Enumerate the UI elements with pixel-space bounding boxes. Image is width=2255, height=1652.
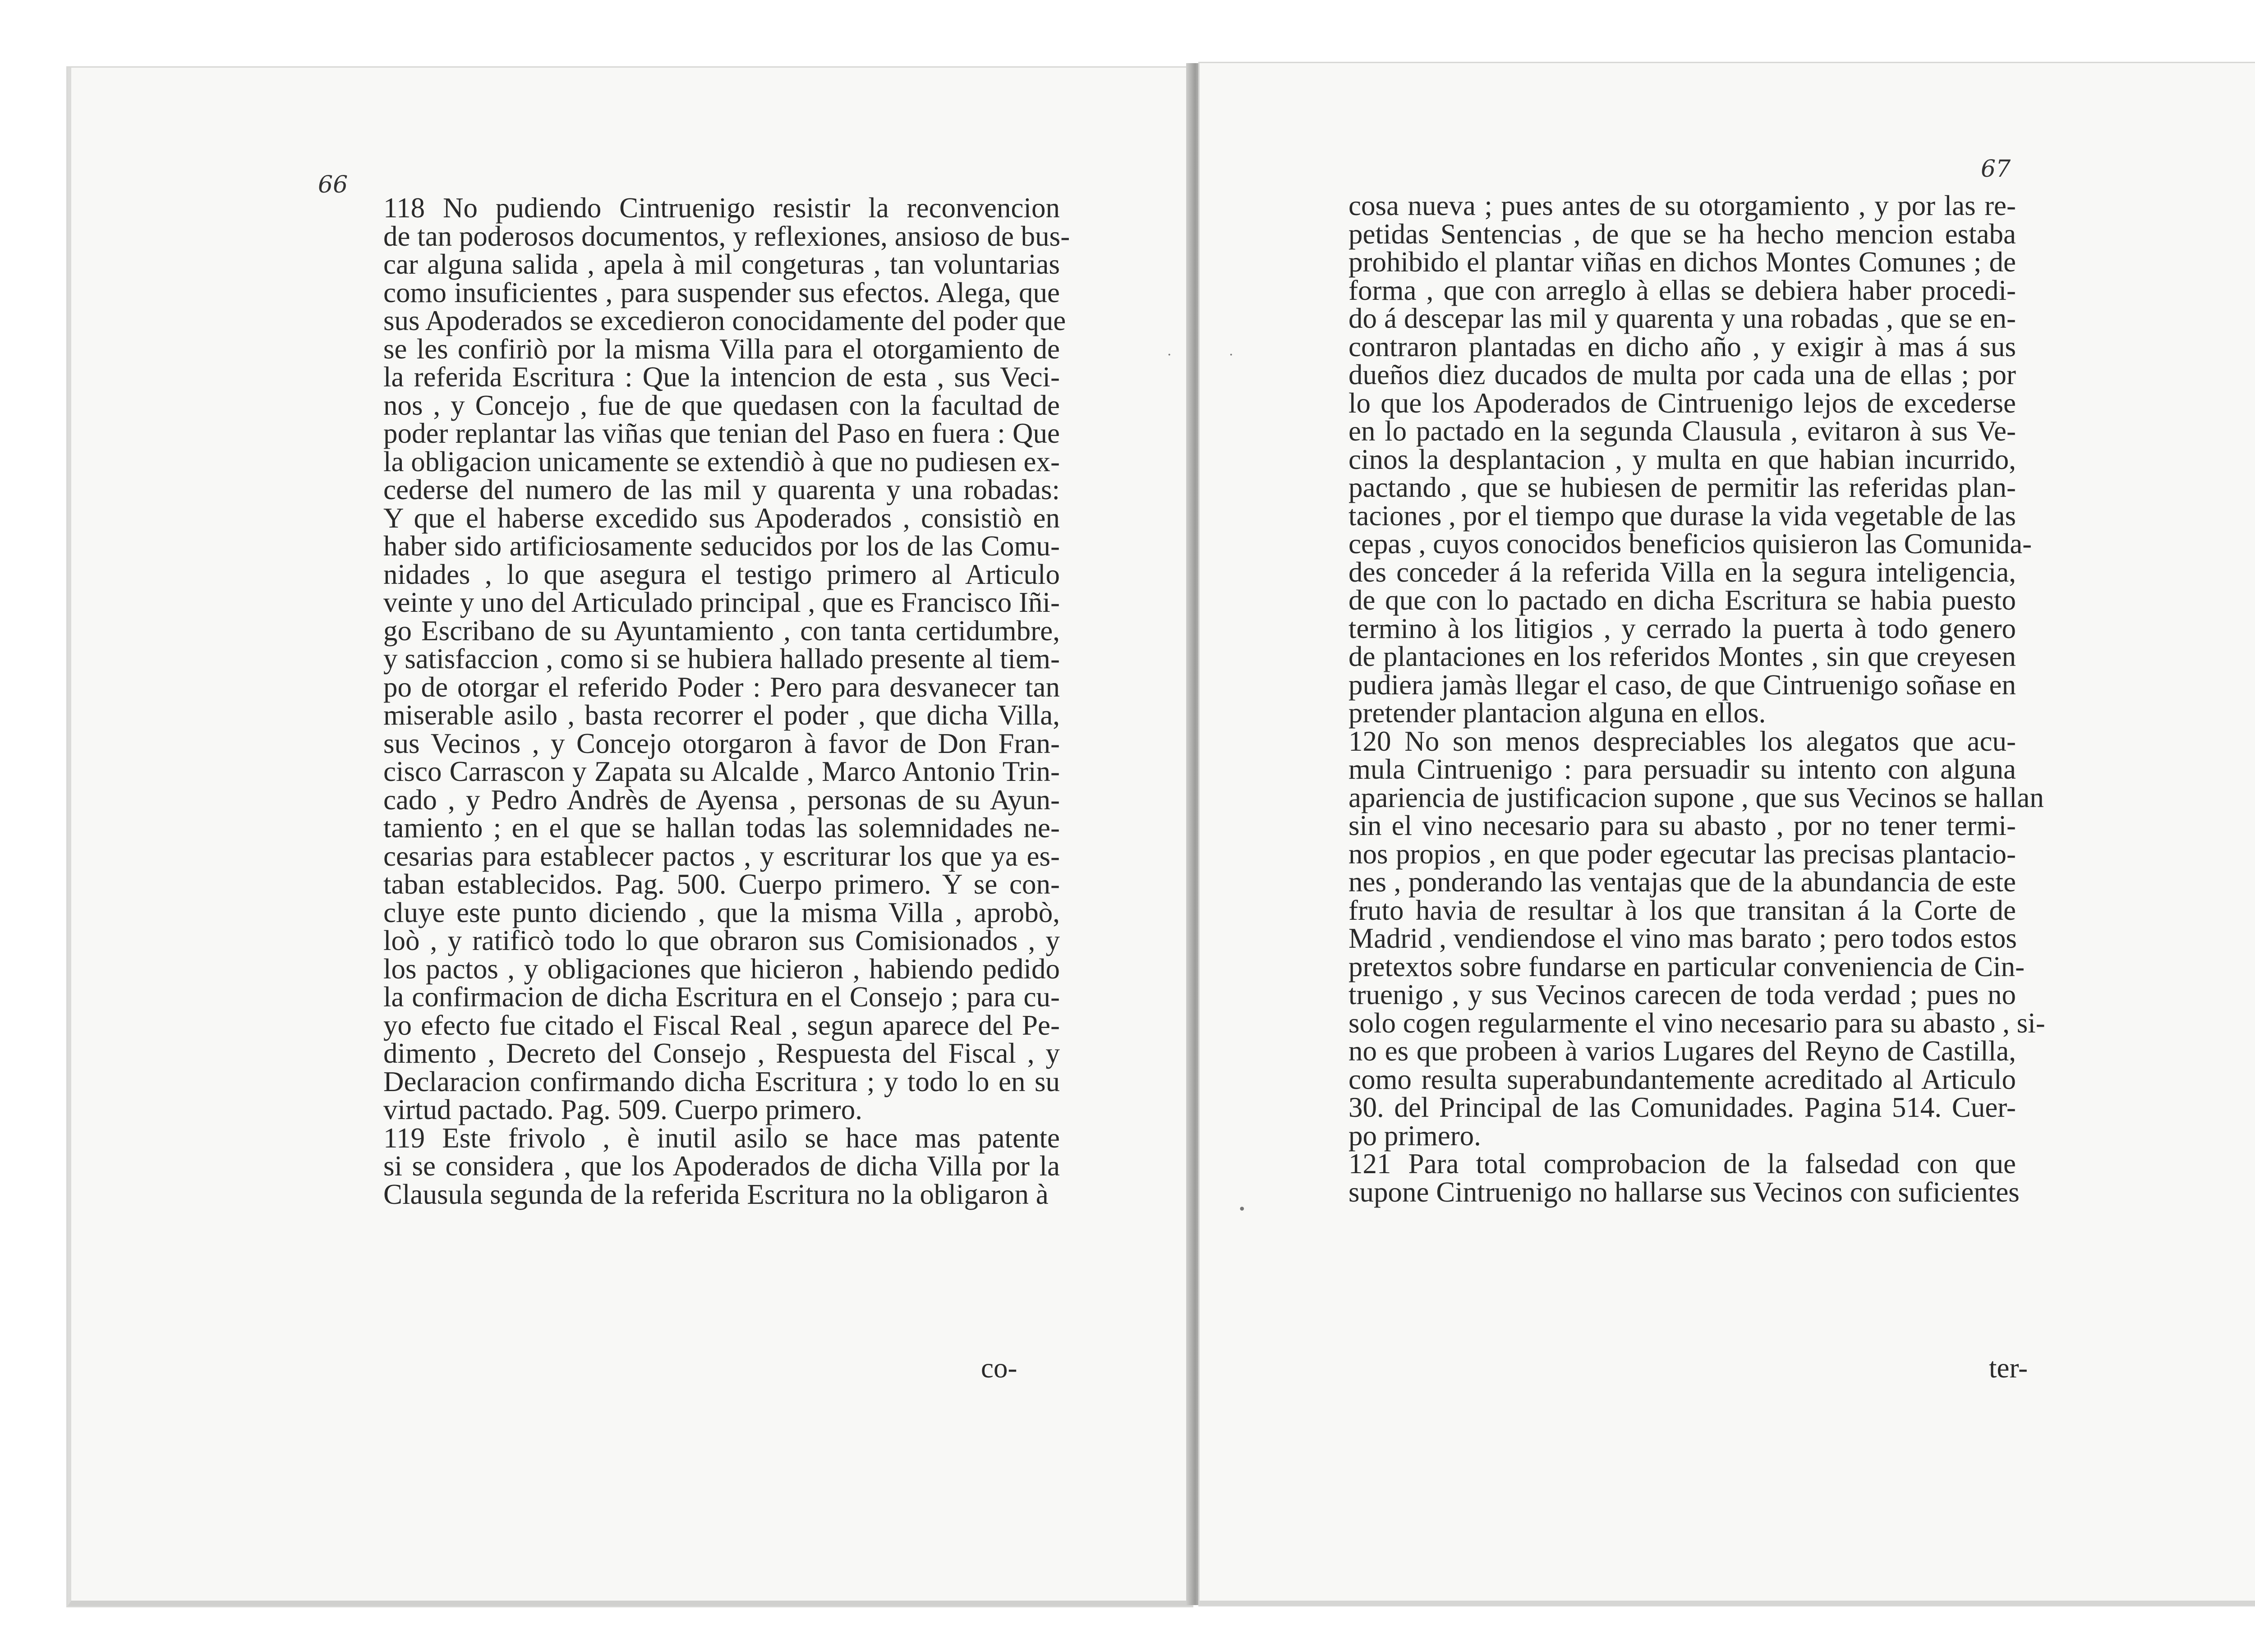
text-line: pactando , que se hubiesen de permitir las referidas plan- — [1348, 472, 2016, 503]
text-line: nes , ponderando las ventajas que de la abundancia de este — [1348, 866, 2016, 898]
text-line: go Escribano de su Ayuntamiento , con tanta certidumbre, — [383, 615, 1060, 647]
text-line: la obligacion unicamente se extendiò à que no pudiesen ex- — [383, 445, 1060, 477]
text-line: haber sido artificiosamente seducidos por los de las Comu- — [383, 530, 1060, 562]
text-line: fruto havia de resultar à los que transitan á la Corte de — [1348, 894, 2016, 926]
text-line: pudiera jamàs llegar el caso, de que Cintruenigo soñase en — [1348, 669, 2016, 701]
text-line: sin el vino necesario para su abasto , por no tener termi- — [1348, 810, 2016, 841]
text-line: Y que el haberse excedido sus Apoderados , consistiò en — [383, 502, 1060, 534]
page-speck: · — [1229, 347, 1233, 363]
text-line: nidades , lo que asegura el testigo primero al Articulo — [383, 558, 1060, 590]
text-line: 121 Para total comprobacion de la falsedad con que — [1348, 1148, 2016, 1179]
text-line: po de otorgar el referido Poder : Pero para desvanecer tan — [383, 671, 1060, 703]
text-line: prohibido el plantar viñas en dichos Montes Comunes ; de — [1348, 246, 2016, 278]
page-speck: • — [1238, 1202, 1246, 1217]
text-line: y satisfaccion , como si se hubiera hallado presente al tiem- — [383, 643, 1060, 675]
text-line: 120 No son menos despreciables los alegatos que acu- — [1348, 725, 2016, 757]
text-line: solo cogen regularmente el vino necesario para su abasto , si- — [1348, 1007, 2045, 1039]
text-line: si se considera , que los Apoderados de dicha Villa por la — [383, 1150, 1060, 1182]
text-line: cepas , cuyos conocidos beneficios quisieron las Comunida- — [1348, 528, 2032, 560]
text-line: forma , que con arreglo à ellas se debiera haber procedi- — [1348, 274, 2016, 306]
text-line: cesarias para establecer pactos , y escriturar los que ya es- — [383, 840, 1060, 872]
text-line: cosa nueva ; pues antes de su otorgamiento , y por las re- — [1348, 190, 2016, 221]
text-line: virtud pactado. Pag. 509. Cuerpo primero. — [383, 1094, 863, 1125]
text-line: cinos la desplantacion , y multa en que habian incurrido, — [1348, 443, 2016, 475]
text-line: cisco Carrascon y Zapata su Alcalde , Marco Antonio Trin- — [383, 756, 1060, 787]
text-line: pretextos sobre fundarse en particular conveniencia de Cin- — [1348, 950, 2025, 982]
text-line: de plantaciones en los referidos Montes , sin que creyesen — [1348, 641, 2016, 672]
text-line: de tan poderosos documentos, y reflexiones, ansioso de bus- — [383, 220, 1070, 252]
text-line: tamiento ; en el que se hallan todas las solemnidades ne- — [383, 812, 1060, 844]
text-line: po primero. — [1348, 1120, 1481, 1152]
text-line: nos propios , en que poder egecutar las precisas plantacio- — [1348, 838, 2016, 870]
text-line: pretender plantacion alguna en ellos. — [1348, 697, 1766, 729]
text-line: truenigo , y sus Vecinos carecen de toda verdad ; pues no — [1348, 979, 2016, 1010]
text-line: 118 No pudiendo Cintruenigo resistir la reconvencion — [383, 192, 1060, 224]
text-line: en lo pactado en la segunda Clausula , evitaron à sus Ve- — [1348, 415, 2016, 447]
right-catchword: ter- — [1989, 1352, 2028, 1384]
left-page-number: 66 — [318, 171, 348, 198]
text-line: cado , y Pedro Andrès de Ayensa , personas de su Ayun- — [383, 784, 1060, 816]
text-line: sus Vecinos , y Concejo otorgaron à favor de Don Fran- — [383, 727, 1060, 759]
text-line: los pactos , y obligaciones que hicieron , habiendo pedido — [383, 953, 1060, 985]
text-line: 119 Este frivolo , è inutil asilo se hace mas patente — [383, 1122, 1060, 1154]
text-line: poder replantar las viñas que tenian del Paso en fuera : Que — [383, 418, 1060, 449]
text-line: lo que los Apoderados de Cintruenigo lejos de excederse — [1348, 387, 2016, 419]
right-page-text — [1348, 190, 2045, 1208]
text-line: como insuficientes , para suspender sus efectos. Alega, que — [383, 276, 1060, 308]
right-page-number: 67 — [1981, 156, 2011, 183]
text-line: apariencia de justificacion supone , que sus Vecinos se hallan — [1348, 781, 2044, 813]
text-line: taban establecidos. Pag. 500. Cuerpo primero. Y se con- — [383, 868, 1060, 900]
text-line: des conceder á la referida Villa en la segura inteligencia, — [1348, 556, 2016, 588]
text-line: do á descepar las mil y quarenta y una robadas , que se en- — [1348, 303, 2016, 334]
text-line: Declaracion confirmando dicha Escritura ; y todo lo en su — [383, 1065, 1060, 1097]
text-line: sus Apoderados se excedieron conocidamente del poder que — [383, 305, 1066, 336]
text-line: contraron plantadas en dicho año , y exigir à mas á sus — [1348, 330, 2016, 363]
text-line: petidas Sentencias , de que se ha hecho mencion estaba — [1348, 218, 2016, 250]
text-line: como resulta superabundantemente acreditado al Articulo — [1348, 1063, 2016, 1095]
text-line: 30. del Principal de las Comunidades. Pagina 514. Cuer- — [1348, 1092, 2016, 1123]
left-page-text — [383, 192, 1070, 1210]
text-line: se les confiriò por la misma Villa para el otorgamiento de — [383, 333, 1060, 365]
text-line: Clausula segunda de la referida Escritura no la obligaron à — [383, 1178, 1049, 1210]
text-line: nos , y Concejo , fue de que quedasen con la facultad de — [383, 389, 1060, 421]
text-line: Madrid , vendiendose el vino mas barato ; pero todos estos — [1348, 922, 2017, 954]
text-line: yo efecto fue citado el Fiscal Real , segun aparece del Pe- — [383, 1009, 1060, 1041]
text-line: car alguna salida , apela à mil congeturas , tan voluntarias — [383, 248, 1060, 280]
text-line: loò , y ratificò todo lo que obraron sus Comisionados , y — [383, 925, 1060, 956]
text-line: cederse del numero de las mil y quarenta y una robadas: — [383, 474, 1060, 505]
text-line: de que con lo pactado en dicha Escritura se habia puesto — [1348, 584, 2016, 616]
text-line: mula Cintruenigo : para persuadir su intento con alguna — [1348, 753, 2016, 785]
text-line: dimento , Decreto del Consejo , Respuesta del Fiscal , y — [383, 1037, 1060, 1069]
page-speck: · — [1167, 347, 1172, 363]
text-line: cluye este punto diciendo , que la misma Villa , aprobò, — [383, 896, 1060, 928]
text-line: la confirmacion de dicha Escritura en el Consejo ; para cu- — [383, 981, 1060, 1013]
text-line: no es que probeen à varios Lugares del Reyno de Castilla, — [1348, 1035, 2016, 1067]
text-line: supone Cintruenigo no hallarse sus Vecinos con suficientes — [1348, 1176, 2020, 1208]
text-line: la referida Escritura : Que la intencion de esta , sus Veci- — [383, 361, 1060, 393]
text-line: taciones , por el tiempo que durase la vida vegetable de las — [1348, 500, 2016, 532]
left-catchword: co- — [981, 1352, 1017, 1384]
text-line: veinte y uno del Articulado principal , que es Francisco Iñi- — [383, 587, 1060, 618]
text-line: termino à los litigios , y cerrado la puerta à todo genero — [1348, 612, 2016, 644]
text-line: dueños diez ducados de multa por cada una de ellas ; por — [1348, 359, 2016, 390]
text-line: miserable asilo , basta recorrer el poder , que dicha Villa, — [383, 699, 1060, 731]
